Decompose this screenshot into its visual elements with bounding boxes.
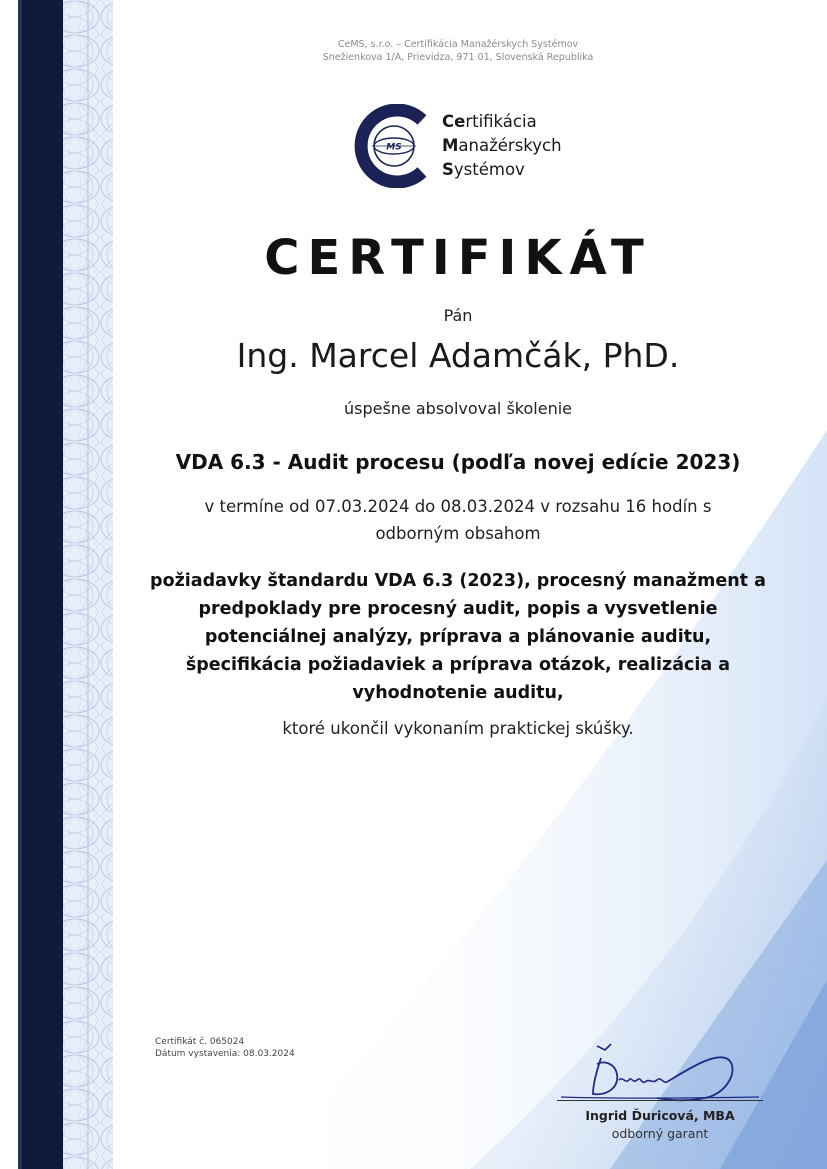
course-title: VDA 6.3 - Audit procesu (podľa novej edície 2023)	[175, 450, 741, 474]
cems-logo	[352, 104, 592, 190]
certificate-meta	[155, 1036, 295, 1060]
issuer-street: Snežienkova 1/A, Prievidza, 971 01, Slovenská Republika	[322, 52, 594, 63]
certificate-number: Certifikát č. 065024	[155, 1037, 245, 1047]
issue-date: Dátum vystavenia: 08.03.2024	[155, 1049, 295, 1059]
completion-statement: úspešne absolvoval školenie	[343, 399, 572, 418]
certificate-title: CERTIFIKÁT	[264, 230, 652, 286]
salutation: Pán	[443, 306, 473, 325]
exam-statement: ktoré ukončil vykonaním praktickej skúšky.	[282, 719, 634, 738]
cems-emblem-icon	[352, 104, 436, 188]
signature-line	[557, 1100, 763, 1101]
signer-name: Ingrid Ďuricová, MBA	[585, 1108, 735, 1123]
recipient-name: Ing. Marcel Adamčák, PhD.	[236, 336, 680, 375]
logo-wordmark: Certifikácia Manažérskych Systémov	[442, 112, 562, 179]
course-term: v termíne od 07.03.2024 do 08.03.2024 v rozsahu 16 hodín s odborným obsahom	[204, 497, 712, 543]
signer-role: odborný garant	[611, 1126, 709, 1141]
handwritten-signature	[557, 1040, 763, 1104]
emblem-text: MS	[386, 142, 402, 153]
issuer-address	[130, 38, 786, 64]
issuer-name: CeMS, s.r.o. – Certifikácia Manažérskych Systémov	[337, 39, 579, 50]
course-content: požiadavky štandardu VDA 6.3 (2023), procesný manažment a predpoklady pre procesný audit, popis a vysvetlenie potenciálnej analýzy, príprava a plánovanie auditu, špecifikácia požiadaviek a príprava otázok, realizácia a vyhodnotenie auditu,	[150, 571, 766, 703]
